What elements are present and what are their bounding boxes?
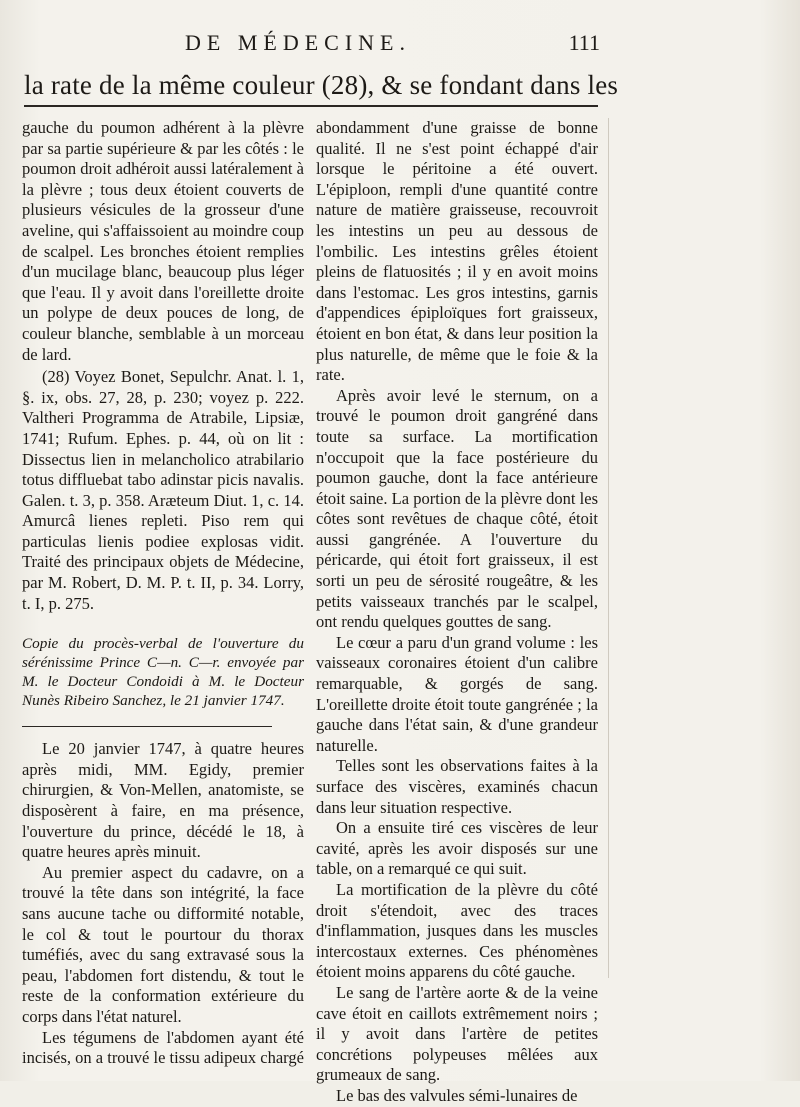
copy-heading: Copie du procès-verbal de l'ouverture du sérénissime Prince C—n. C—r. envoyée par M. le Docteur Condoidi à M. le Docteur Nunès Ribeiro Sanchez, le 21 janvier 1747. (22, 635, 304, 710)
section-divider (22, 726, 272, 727)
right-column (316, 118, 598, 1107)
right-paragraph-8: Le bas des valvules sémi-lunaires de (336, 1085, 578, 1105)
left-column (22, 118, 304, 1069)
right-paragraph-6: La mortification de la plèvre du côté droit s'étendoit, avec des traces d'inflammation, jusques dans les muscles intercostaux externes. Ces phénomènes étoient moins apparens du côté gauche. (316, 879, 598, 982)
left-paragraph-1: gauche du poumon adhérent à la plèvre par sa partie supérieure & par les côtés : le poumon droit adhéroit aussi latéralement à la plèvre ; tous deux étoient couverts de plusieurs vésicules de la grosseur d'une aveline, qui s'affaissoient au moindre coup de scalpel. Les bronches étoient remplies d'un mucilage blanc, beaucoup plus léger que l'eau. Il y avoit dans l'oreillette droite un polype de deux pouces de long, de couleur blanche, semblable à un morceau de lard. (22, 118, 304, 364)
page-edge-shadow (608, 118, 609, 978)
right-paragraph-3: Le cœur a paru d'un grand volume : les vaisseaux coronaires étoient d'un calibre remarquable, & gorgés de sang. L'oreillette droite étoit toute gangrénée ; la gauche dans l'état sain, & d'une grandeur naturelle. (316, 632, 598, 755)
right-paragraph-5: On a ensuite tiré ces viscères de leur cavité, après les avoir disposés sur une table, on a remarqué ce qui suit. (316, 818, 598, 879)
footnote-28: (28) Voyez Bonet, Sepulchr. Anat. l. 1, §. ix, obs. 27, 28, p. 230; voyez p. 222. Valtheri Programma de Atrabile, Lipsiæ, 1741; Rufum. Ephes. p. 44, où on lit : Dissectus lien in melancholico atrabilario totus diffluebat tabo adinstar picis navalis. Galen. t. 3, p. 358. Aræteum Diut. 1, c. 14. Amurcâ lienes repleti. Piso rem qui particulas lienis podiee explosas vidit. Traité des principaux objets de Médecine, par M. Robert, D. M. P. t. II, p. 34. Lorry, t. I, p. 275. (22, 367, 304, 613)
right-paragraph-1: abondamment d'une graisse de bonne qualité. Il ne s'est point échappé d'air lorsque le péritoine a été ouvert. L'épiploon, rempli d'une quantité contre nature de matière graisseuse, recouvroit les intestins un peu au dessous de l'ombilic. Les intestins grêles étoient pleins de flatuosités ; il y en avoit moins dans l'estomac. Les gros intestins, garnis d'appendices épiploïques fort graisseux, étoient en bon état, & dans leur position la plus naturelle, de même que le foie & la rate. (316, 118, 598, 385)
page-number: 111 (568, 30, 600, 55)
catch-line: la rate de la même couleur (28), & se fondant dans les (24, 70, 619, 100)
left-paragraph-2: Le 20 janvier 1747, à quatre heures après midi, MM. Egidy, premier chirurgien, & Von-Mellen, anatomiste, se disposèrent à faire, en ma présence, l'ouverture du prince, décédé le 18, à quatre heures après minuit. (22, 739, 304, 862)
header-rule (24, 105, 598, 107)
right-paragraph-7: Le sang de l'artère aorte & de la veine cave étoit en caillots extrêmement noirs ; il y avoit dans l'artère de petites concrétions polypeuses mêlées aux grumeaux de sang. (316, 982, 598, 1085)
left-paragraph-4: Les tégumens de l'abdomen ayant été incisés, on a trouvé le tissu adipeux chargé (22, 1027, 304, 1068)
left-paragraph-3: Au premier aspect du cadavre, on a trouvé la tête dans son intégrité, la face sans aucune tache ou difformité notable, le col & tout le pourtour du thorax tuméfiés, avec du sang extravasé sous la peau, l'abdomen fort distendu, & tout le reste de la conformation extérieure du corps dans l'état naturel. (22, 862, 304, 1026)
running-title: DE MÉDECINE. (185, 30, 411, 55)
right-paragraph-2: Après avoir levé le sternum, on a trouvé le poumon droit gangréné dans toute sa surface. La mortification n'occupoit que la face postérieure du poumon gauche, dont la face antérieure étoit saine. La portion de la plèvre dont les côtes sont revêtues de chaque côté, étoit aussi gangrénée. A l'ouverture du péricarde, qui étoit fort graisseux, il est sorti un peu de sérosité rougeâtre, & les petits vaisseaux tranchés par le scalpel, ont rendu quelques gouttes de sang. (316, 385, 598, 632)
running-head (20, 30, 600, 60)
right-paragraph-4: Telles sont les observations faites à la surface des viscères, examinés chacun dans leur situation respective. (316, 756, 598, 817)
